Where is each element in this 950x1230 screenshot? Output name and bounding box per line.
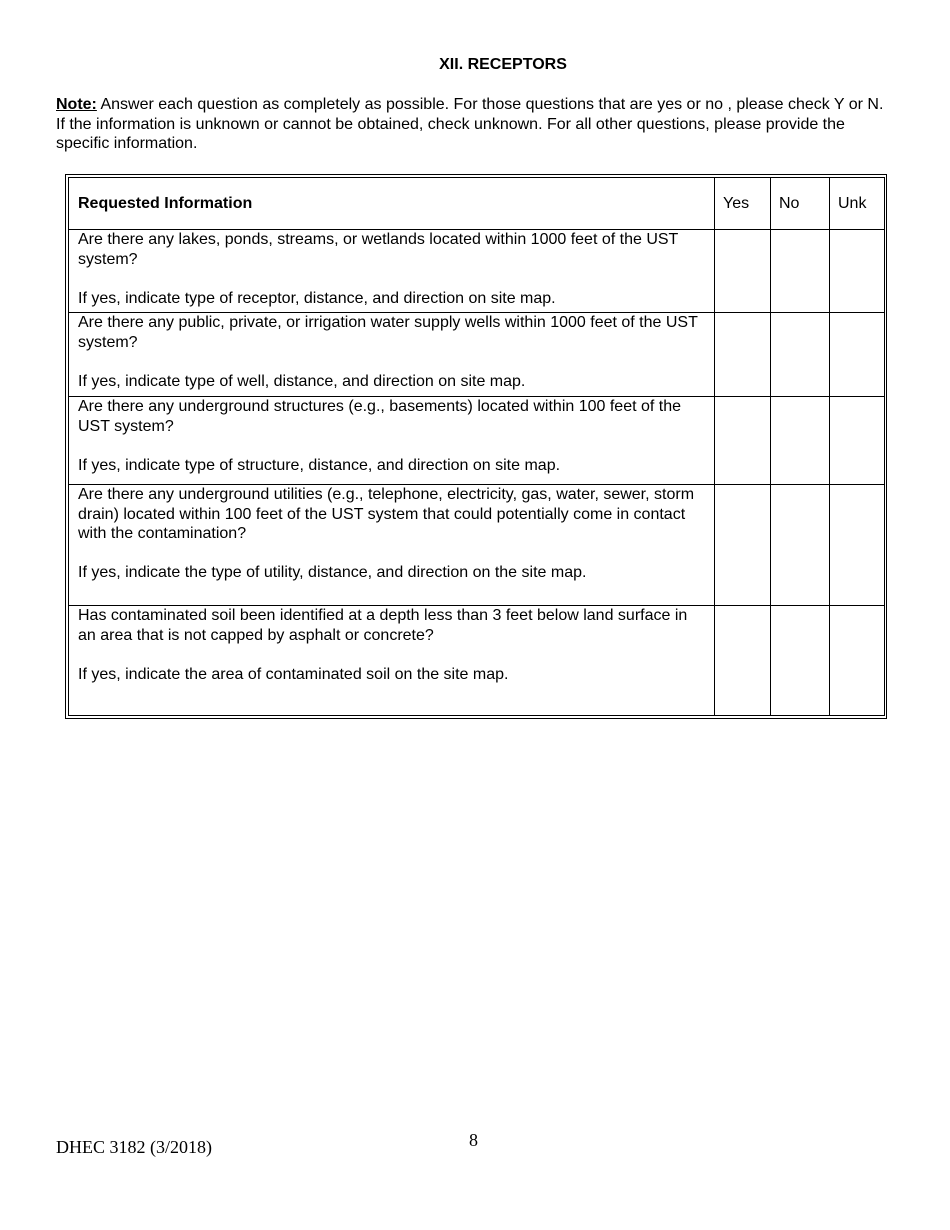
header-unknown: Unk: [830, 178, 885, 230]
yes-checkbox-cell[interactable]: [715, 606, 771, 716]
table-row: [69, 397, 885, 485]
question-instruction: If yes, indicate type of structure, distance, and direction on site map.: [78, 456, 561, 474]
question-text: Are there any public, private, or irrigation water supply wells within 1000 feet of the UST system?: [78, 314, 698, 351]
question-cell: [69, 397, 715, 485]
form-identifier: DHEC 3182 (3/2018): [56, 1137, 212, 1157]
header-yes: Yes: [715, 178, 771, 230]
question-cell: [69, 230, 715, 313]
yes-checkbox-cell[interactable]: [715, 230, 771, 313]
unknown-checkbox-cell[interactable]: [830, 606, 885, 716]
unknown-checkbox-cell[interactable]: [830, 485, 885, 606]
question-instruction: If yes, indicate type of receptor, distance, and direction on site map.: [78, 289, 556, 307]
question-instruction: If yes, indicate the type of utility, distance, and direction on the site map.: [78, 564, 587, 581]
question-instruction: If yes, indicate type of well, distance, and direction on site map.: [78, 372, 526, 390]
receptors-table: [65, 174, 887, 719]
table-row: [69, 230, 885, 313]
header-no: No: [771, 178, 830, 230]
table-row: [69, 606, 885, 716]
question-text: Are there any underground structures (e.g., basements) located within 100 feet of the UST system?: [78, 398, 682, 435]
question-cell: [69, 606, 715, 716]
yes-checkbox-cell[interactable]: [715, 485, 771, 606]
no-checkbox-cell[interactable]: [771, 485, 830, 606]
note-text: Answer each question as completely as possible. For those questions that are yes or no , please check Y or N. If the information is unknown or cannot be obtained, check unknown. For all other questions, please provide the specific information.: [56, 96, 884, 152]
no-checkbox-cell[interactable]: [771, 606, 830, 716]
unknown-checkbox-cell[interactable]: [830, 313, 885, 397]
no-checkbox-cell[interactable]: [771, 230, 830, 313]
no-checkbox-cell[interactable]: [771, 313, 830, 397]
table-row: [69, 485, 885, 606]
table-header-row: [69, 178, 885, 230]
section-title: XII. RECEPTORS: [439, 56, 567, 73]
note-label: Note:: [56, 96, 97, 113]
table-row: [69, 313, 885, 397]
header-requested-information: Requested Information: [69, 178, 715, 230]
question-cell: [69, 485, 715, 606]
question-text: Has contaminated soil been identified at a depth less than 3 feet below land surface in an area that is not capped by asphalt or concrete?: [78, 607, 688, 644]
unknown-checkbox-cell[interactable]: [830, 230, 885, 313]
question-cell: [69, 313, 715, 397]
question-text: Are there any underground utilities (e.g., telephone, electricity, gas, water, sewer, storm drain) located within 100 feet of the UST system that could potentially come in contact with the contamination?: [78, 486, 695, 542]
question-text: Are there any lakes, ponds, streams, or wetlands located within 1000 feet of the UST system?: [78, 231, 679, 268]
instructions-note: [56, 95, 896, 154]
yes-checkbox-cell[interactable]: [715, 397, 771, 485]
question-instruction: If yes, indicate the area of contaminated soil on the site map.: [78, 665, 509, 683]
no-checkbox-cell[interactable]: [771, 397, 830, 485]
page-number: 8: [469, 1130, 478, 1150]
unknown-checkbox-cell[interactable]: [830, 397, 885, 485]
yes-checkbox-cell[interactable]: [715, 313, 771, 397]
